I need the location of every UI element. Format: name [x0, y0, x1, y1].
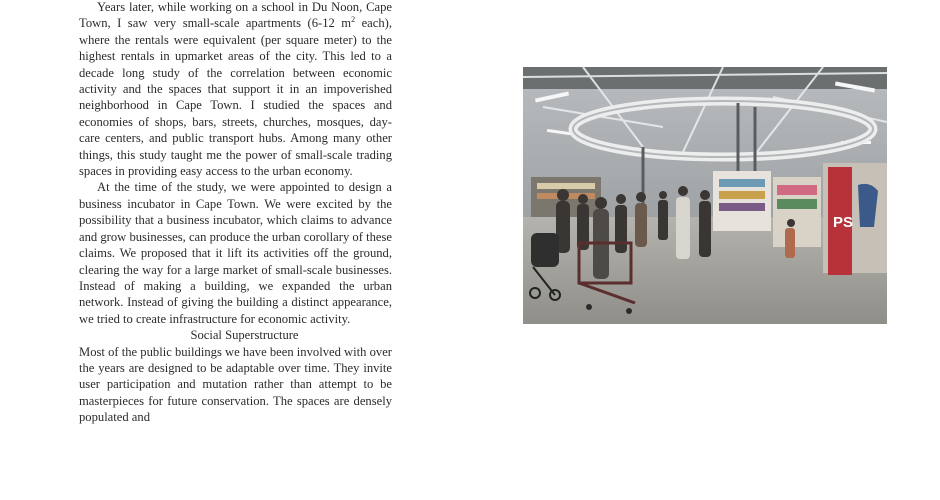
sign-letters: PS: [833, 214, 854, 231]
paragraph-3: Most of the public buildings we have been involved with over the years are designed to be adaptable over time. They invite user participation and mutation rather than attempt to be masterpieces for future conservation. The spaces are densely populated and: [79, 344, 392, 425]
section-heading: Social Superstructure: [190, 328, 299, 343]
market-hall-photograph: [523, 67, 887, 324]
photo-illustration: [523, 67, 887, 324]
superscript-2: 2: [351, 15, 356, 25]
paragraph-1: [79, 0, 392, 179]
paragraph-2: At the time of the study, we were appointed to design a business incubator in Cape Town. We were excited by the possibility that a business incubator, which claims to advance and grow businesses, can produce the urban corollary of these claims. We proposed that it lift its activities off the ground, clearing the way for a large market of small-scale businesses. Instead of making a building, we expanded the urban network. Instead of giving the building a distinct appearance, we tried to create infrastructure for economic activity.: [79, 180, 392, 326]
text-column: [79, 0, 392, 426]
paragraph-1-text-b: each), where the rentals were equivalent (per square meter) to the highest rentals in upmarket areas of the city. This led to a decade long study of the correlation between economic activity and the spaces that support it in an impoverished neighborhood in Cape Town. I studied the spaces and economies of shops, bars, streets, churches, mosques, day-care centers, and public transport hubs. Among many other things, this study taught me the power of small-scale trading spaces in providing easy access to the urban economy.: [79, 16, 392, 179]
roof-beam: [523, 67, 887, 89]
paragraph-1-text-a: Years later, while working on a school in Du Noon, Cape Town, I saw very small-scale apartments (6-12 m: [79, 0, 392, 31]
